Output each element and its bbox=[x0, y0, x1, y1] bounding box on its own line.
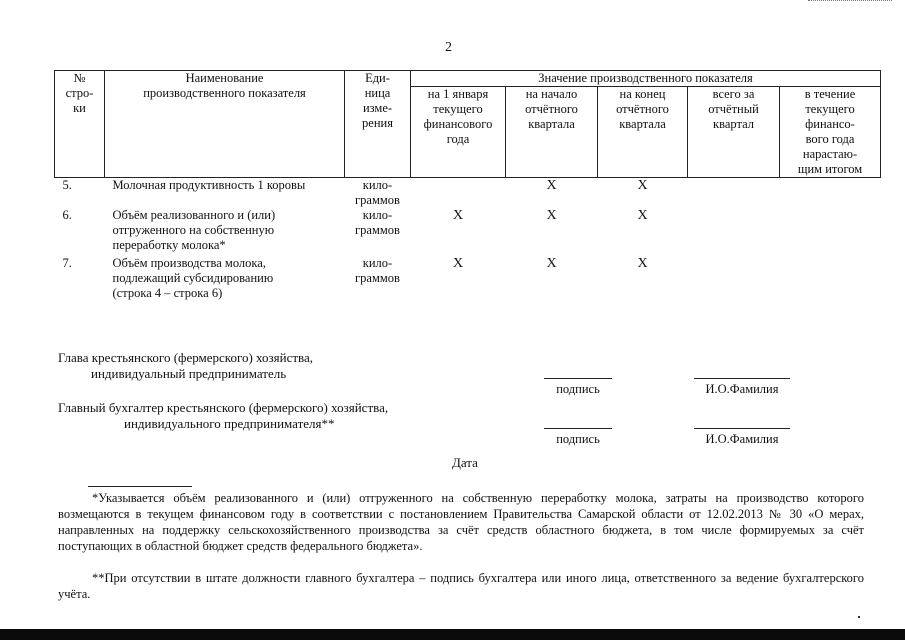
table-row bbox=[55, 178, 881, 209]
header-quarter-start: на начало отчётного квартала bbox=[506, 87, 598, 178]
header-jan1: на 1 января текущего финансового года bbox=[411, 87, 506, 178]
header-year-to-date: в течение текущего финансо- вого года нарастаю- щим итогом bbox=[780, 87, 881, 178]
header-row-number: № стро- ки bbox=[55, 71, 105, 178]
row-unit: кило- граммов bbox=[355, 178, 400, 207]
top-edge-dots bbox=[808, 0, 892, 1]
header-value-group: Значение производственного показателя bbox=[411, 71, 881, 87]
row-unit: кило- граммов bbox=[355, 256, 400, 285]
head-title-line1: Глава крестьянского (фермерского) хозяйства, bbox=[58, 350, 314, 365]
table-row bbox=[55, 256, 881, 301]
accountant-title-line1: Главный бухгалтер крестьянского (фермерского) хозяйства, bbox=[58, 400, 389, 415]
cell-quarter-total bbox=[688, 256, 780, 301]
cell-year-to-date bbox=[780, 208, 881, 256]
cell-quarter-total bbox=[688, 208, 780, 256]
header-indicator-name: Наименование производственного показателя bbox=[105, 71, 345, 178]
head-name-caption: И.О.Фамилия bbox=[705, 382, 779, 396]
footnote-2: **При отсутствии в штате должности главного бухгалтера – подпись бухгалтера или иного лица, ответственного за ведение бухгалтерского учёта. bbox=[58, 571, 864, 601]
cell-year-to-date bbox=[780, 256, 881, 301]
footnote-1: *Указывается объём реализованного и (или) отгруженного на собственную переработку молока, затраты на производство которого возмещаются в текущем финансовом году в соответствии с постановлением Правительства Самарской области от 12.02.2013 № 30 «О мерах, направленных на поддержку сельскохозяйственного производства за счёт средств областного бюджета, в том числе формируемых за счёт поступающих в областной бюджет средств федерального бюджета». bbox=[58, 491, 864, 553]
row-number: 5. bbox=[62, 178, 72, 192]
header-quarter-total: всего за отчётный квартал bbox=[688, 87, 780, 178]
accountant-signature-line bbox=[544, 428, 612, 429]
cell-jan1: Х bbox=[452, 256, 464, 271]
scan-speck bbox=[858, 616, 860, 618]
table-row bbox=[55, 208, 881, 256]
row-unit: кило- граммов bbox=[355, 208, 400, 237]
cell-jan1 bbox=[411, 178, 506, 209]
cell-quarter-total bbox=[688, 178, 780, 209]
cell-jan1: Х bbox=[452, 208, 464, 223]
cell-quarter-end: Х bbox=[637, 256, 648, 271]
cell-year-to-date bbox=[780, 178, 881, 209]
cell-quarter-start: Х bbox=[546, 208, 557, 223]
accountant-signature-caption: подпись bbox=[556, 432, 600, 446]
accountant-name-caption: И.О.Фамилия bbox=[705, 432, 779, 446]
cell-quarter-end: Х bbox=[637, 208, 648, 223]
row-number: 7. bbox=[62, 256, 72, 270]
cell-quarter-end: Х bbox=[637, 178, 648, 193]
head-name-line bbox=[694, 378, 790, 379]
head-signature-caption: подпись bbox=[556, 382, 600, 396]
header-unit: Еди- ница изме- рения bbox=[345, 71, 411, 178]
scan-bottom-edge bbox=[0, 629, 905, 640]
page-number: 2 bbox=[445, 40, 452, 55]
header-quarter-end: на конец отчётного квартала bbox=[598, 87, 688, 178]
indicators-table bbox=[54, 70, 881, 301]
footnote-separator bbox=[88, 486, 192, 487]
head-signature-line bbox=[544, 378, 612, 379]
cell-quarter-start: Х bbox=[546, 178, 557, 193]
cell-quarter-start: Х bbox=[546, 256, 557, 271]
row-name: Молочная продуктивность 1 коровы bbox=[112, 178, 306, 192]
date-label: Дата bbox=[452, 455, 478, 470]
accountant-title-line2: индивидуального предпринимателя** bbox=[124, 416, 335, 431]
row-name: Объём реализованного и (или) отгруженного на собственную переработку молока* bbox=[112, 208, 276, 252]
row-number: 6. bbox=[62, 208, 72, 222]
head-title-line2: индивидуальный предприниматель bbox=[91, 366, 287, 381]
row-name: Объём производства молока, подлежащий субсидированию (строка 4 – строка 6) bbox=[112, 256, 274, 300]
accountant-name-line bbox=[694, 428, 790, 429]
